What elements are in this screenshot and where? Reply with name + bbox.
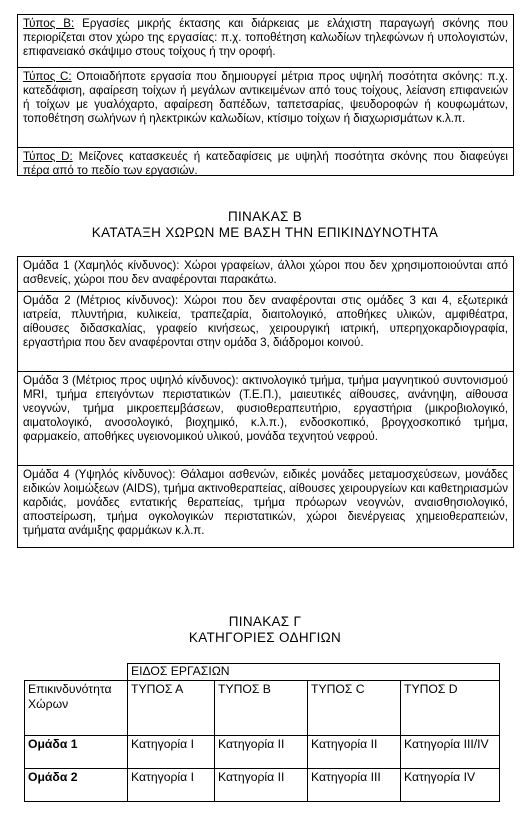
table-cell: Κατηγορία I <box>128 735 215 768</box>
table-cell: Κατηγορία I <box>128 768 215 801</box>
group-4-text: Θάλαμοι ασθενών, ειδικές μονάδες μεταμοσχεύσεων, μονάδες ειδικών λοιμώξεων (AIDS), τμήμα ακτινοθεραπείας, αίθουσες χειρουργείων και καθετηριασμών καρδιάς, μονάδες εντατικής θεραπείας, τμήμα πρόωρων νεογνών, αναισθησιολογικό, αποστείρωση, τμήμα ογκολογικών περιστατικών, χώροι διενέργειας χημειοθεραπειών, τμήματα ανάμιξης φαρμάκων κ.λ.π. <box>23 468 508 538</box>
table-cell: Κατηγορία III/IV <box>401 735 500 768</box>
group-3-entry <box>18 371 513 465</box>
type-d-entry <box>18 147 513 177</box>
table-row <box>25 768 500 801</box>
group-2-text: Χώροι που δεν αναφέρονται στις ομάδες 3 και 4, εξωτερικά ιατρεία, πλυντήρια, κυλικεία, τραπεζαρία, διαιτολογικό, αποθήκες υλικών, αμφιθέατρα, αίθουσες διδασκαλίας, γραφείο κινήσεως, χειρουργική ιατρική, υπερηχοκαρδιογραφία, εργαστήρια που δεν αναφέρονται στην ομάδα 3, διάδρομοι κοινού. <box>23 294 508 350</box>
group-4-label: Ομάδα 4 (Υψηλός κίνδυνος): <box>23 468 176 481</box>
type-b-text: Εργασίες μικρής έκτασης και διάρκειας με ελάχιστη παραγωγή σκόνης που περιορίζεται στον χώρο της εργασίας: π.χ. τοποθέτηση καλωδίων τηλεφώνων ή υπολογιστών, επιφανειακό σκάψιμο στους τοίχους ή την οροφή. <box>23 17 508 59</box>
row-group-label: Ομάδα 2 <box>25 768 128 801</box>
type-c-entry <box>18 67 513 147</box>
group-2-label: Ομάδα 2 (Μέτριος κίνδυνος): <box>23 294 179 307</box>
risk-groups-box <box>17 256 514 548</box>
pinakas-c-subtitle: ΚΑΤΗΓΟΡΙΕΣ ΟΔΗΓΙΩΝ <box>188 630 342 645</box>
type-c-text: Οποιαδήποτε εργασία που δημιουργεί μέτρια προς υψηλή ποσότητα σκόνης: π.χ. κατεδάφιση, αφαίρεση τοίχων ή μεγάλων αντικειμένων από τους τοίχους, λείανση επιφανειών ή τοίχων με γυαλόχαρτο, αφαίρεση δαπέδων, ταπετσαρίας, ψευδοροφών ή κουφωμάτων, τοποθέτηση σωλήνων ή ηλεκτρικών καλωδίων, κτίσιμο τοίχων ή διαχωρισμάτων κ.λ.π. <box>23 70 508 126</box>
group-2-entry <box>18 291 513 371</box>
table-cell: Κατηγορία II <box>215 768 308 801</box>
type-d-text: Μείζονες κατασκευές ή κατεδαφίσεις με υψηλή ποσότητα σκόνης που διαφεύγει πέρα από το πεδίο των εργασιών. <box>23 150 508 178</box>
table-cell: Κατηγορία IV <box>401 768 500 801</box>
work-type-header: ΕΙΔΟΣ ΕΡΓΑΣΙΩΝ <box>128 664 500 681</box>
categories-table <box>24 663 500 802</box>
column-type-b: ΤΥΠΟΣ B <box>215 680 308 735</box>
group-1-label: Ομάδα 1 (Χαμηλός κίνδυνος): <box>23 259 180 272</box>
type-c-label: Τύπος C: <box>23 70 72 83</box>
empty-corner-cell <box>25 664 128 681</box>
row-group-label: Ομάδα 1 <box>25 735 128 768</box>
work-types-box <box>17 14 514 176</box>
pinakas-b-subtitle: ΚΑΤΑΤΑΞΗ ΧΩΡΩΝ ΜΕ ΒΑΣΗ ΤΗΝ ΕΠΙΚΙΝΔΥΝΟΤΗΤΑ <box>91 225 439 240</box>
group-1-entry <box>18 257 513 291</box>
type-b-entry <box>18 15 513 67</box>
table-row <box>25 735 500 768</box>
group-1-text: Χώροι γραφείων, άλλοι χώροι που δεν χρησιμοποιούνται από ασθενείς, χώροι που δεν αναφέρονται παρακάτω. <box>23 259 508 287</box>
pinakas-c-title: ΠΙΝΑΚΑΣ Γ <box>228 614 302 629</box>
risk-header: Επικινδυνότητα Χώρων <box>25 680 128 735</box>
table-cell: Κατηγορία III <box>308 768 401 801</box>
table-cell: Κατηγορία II <box>215 735 308 768</box>
column-type-c: ΤΥΠΟΣ C <box>308 680 401 735</box>
group-4-entry <box>18 465 513 549</box>
column-type-a: ΤΥΠΟΣ Α <box>128 680 215 735</box>
type-b-label: Τύπος Β: <box>23 17 75 30</box>
group-3-text: ακτινολογικό τμήμα, τμήμα μαγνητικού συντονισμού MRI, τμήμα επειγόντων περιστατικών (Τ.Ε.Π.), μαιευτικές αίθουσες, ανάνηψη, αίθουσα νεογνών, τμήμα μικροεπεμβάσεων, φυσιοθεραπευτήριο, εργαστήρια (μικροβιολογικό, αιματολογικό, ανοσολογικό, βιοχημικό, κ.λ.π.), ενδοσκοπικό, βρογχοσκοπικό τμήμα, φαρμακείο, αποθήκες υγειονομικού υλικού, μονάδα τεχνητού νεφρού. <box>23 374 508 444</box>
table-cell: Κατηγορία II <box>308 735 401 768</box>
table-header-row-1 <box>25 664 500 681</box>
type-d-label: Τύπος D: <box>23 150 73 163</box>
table-header-row-2 <box>25 680 500 735</box>
pinakas-b-title: ΠΙΝΑΚΑΣ Β <box>227 209 303 224</box>
group-3-label: Ομάδα 3 (Μέτριος προς υψηλό κίνδυνος): <box>23 374 239 387</box>
column-type-d: ΤΥΠΟΣ D <box>401 680 500 735</box>
